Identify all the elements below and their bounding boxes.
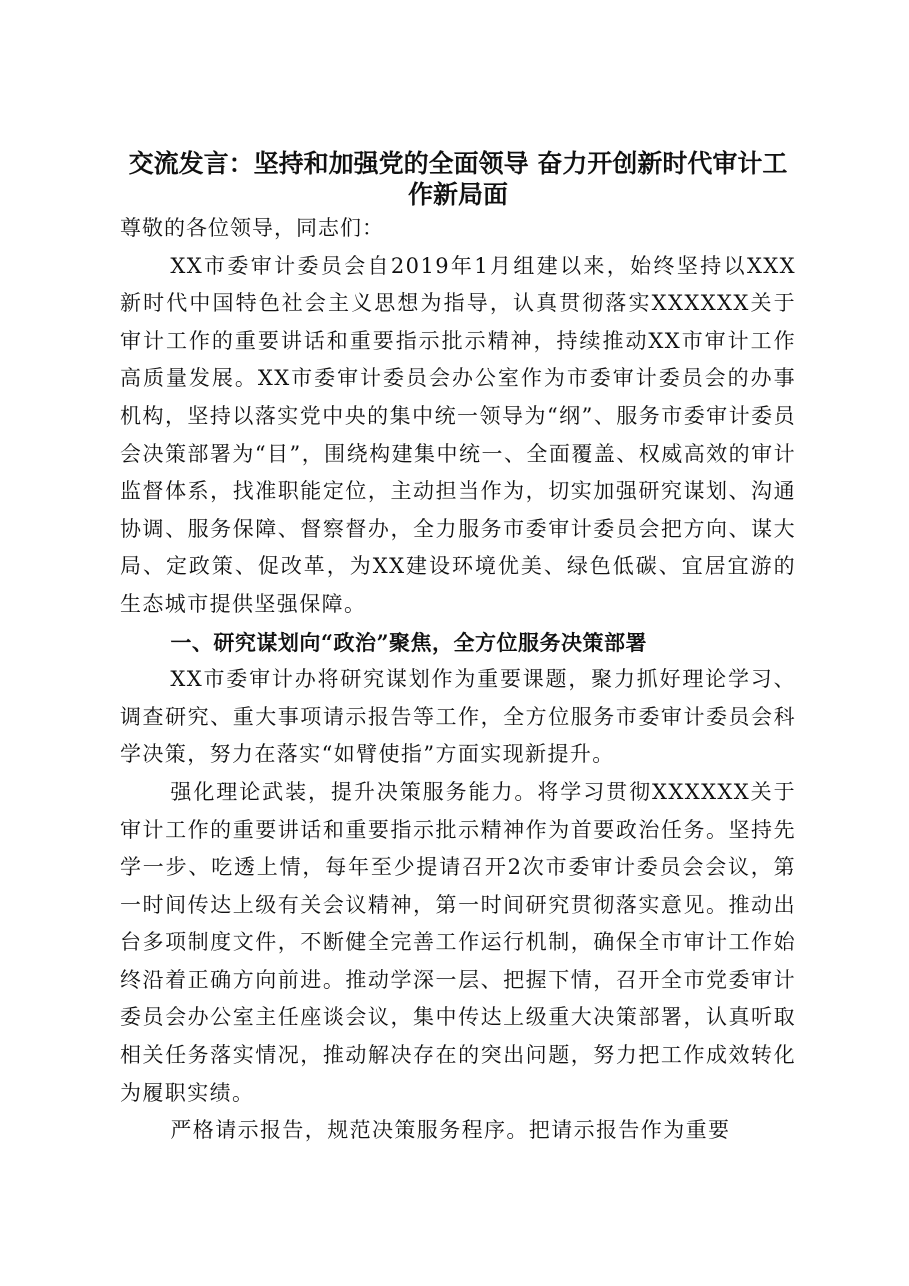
section1-paragraph-2: 强化理论武装，提升决策服务能力。将学习贯彻XXXXXX关于审计工作的重要讲话和重要指示批示精神作为首要政治任务。坚持先学一步、吃透上情，每年至少提请召开2次市委审计委员会会议，第一时间传达上级有关会议精神，第一时间研究贯彻落实意见。推动出台多项制度文件，不断健全完善工作运行机制，确保全市审计工作始终沿着正确方向前进。推动学深一层、把握下情，召开全市党委审计委员会办公室主任座谈会议，集中传达上级重大决策部署，认真听取相关任务落实情况，推动解决存在的突出问题，努力把工作成效转化为履职实绩。 [120,779,796,1105]
salutation: 尊敬的各位领导，同志们： [120,216,384,240]
section1-paragraph-3: 严格请示报告，规范决策服务程序。把请示报告作为重要 [170,1118,731,1143]
document-title: 交流发言：坚持和加强党的全面领导 奋力开创新时代审计工作新局面 [128,149,788,209]
section-heading-1: 一、研究谋划向“政治”聚焦，全方位服务决策部署 [170,629,648,655]
section1-paragraph-1: XX市委审计办将研究谋划作为重要课题，聚力抓好理论学习、调查研究、重大事项请示报告等工作，全方位服务市委审计委员会科学决策，努力在落实“如臂使指”方面实现新提升。 [120,667,796,767]
intro-paragraph: XX市委审计委员会自2019年1月组建以来，始终坚持以XXX新时代中国特色社会主义思想为指导，认真贯彻落实XXXXXX关于审计工作的重要讲话和重要指示批示精神，持续推动XX市审计工作高质量发展。XX市委审计委员会办公室作为市委审计委员会的办事机构，坚持以落实党中央的集中统一领导为“纲”、服务市委审计委员会决策部署为“目”，围绕构建集中统一、全面覆盖、权威高效的审计监督体系，找准职能定位，主动担当作为，切实加强研究谋划、沟通协调、服务保障、督察督办，全力服务市委审计委员会把方向、谋大局、定政策、促改革，为XX建设环境优美、绿色低碳、宜居宜游的生态城市提供坚强保障。 [120,253,796,616]
document-page [120,148,796,1150]
